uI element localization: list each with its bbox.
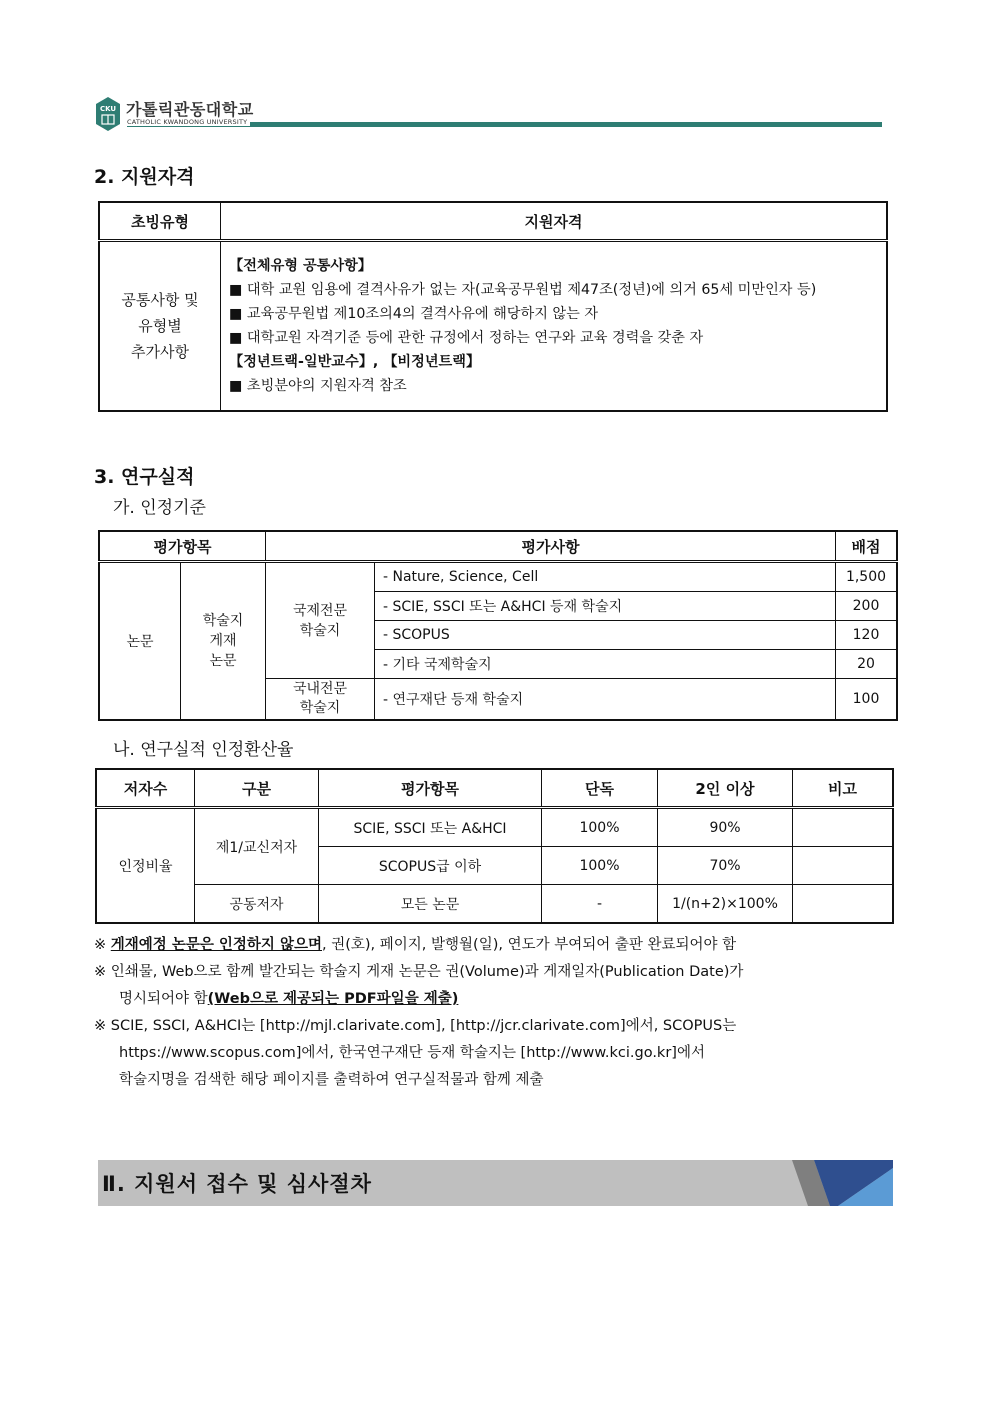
subcategory-line: 게재: [209, 633, 237, 649]
rate-header-authors: 저자수: [96, 769, 195, 808]
criteria-item: - 연구재단 등재 학술지: [375, 679, 836, 721]
section-3-title: 3. 연구실적: [94, 466, 195, 488]
note-3-line-1: ※ SCIE, SSCI, A&HCI는 [http://mjl.clarivate.com], [http://jcr.clarivate.com]에서, SCOPUS는: [94, 1018, 737, 1034]
criteria-domestic: [266, 679, 375, 721]
criteria-header-score: 배점: [836, 531, 898, 562]
row-label-line: 추가사항: [131, 343, 189, 361]
note-2-line-1: ※ 인쇄물, Web으로 함께 발간되는 학술지 게재 논문은 권(Volume)과 게재일자(Publication Date)가: [94, 964, 744, 980]
logo-korean-name: 가톨릭관동대학교: [126, 100, 254, 119]
rate-solo: 100%: [542, 808, 658, 847]
note-3-line-2: https://www.scopus.com]에서, 한국연구재단 등재 학술지는 [http://www.kci.go.kr]에서: [119, 1045, 705, 1061]
rate-note: [793, 885, 894, 924]
rate-header-item: 평가항목: [319, 769, 542, 808]
criteria-header-item: 평가항목: [99, 531, 266, 562]
domestic-line: 국내전문: [292, 681, 348, 697]
rate-note: [793, 808, 894, 847]
rate-note: [793, 847, 894, 885]
rate-item: 모든 논문: [319, 885, 542, 924]
rate-multi: 1/(n+2)×100%: [658, 885, 793, 924]
subsection-a-title: 가. 인정기준: [113, 498, 206, 518]
eligibility-heading: 【정년트랙-일반교수】, 【비정년트랙】: [229, 354, 481, 370]
criteria-score: 20: [836, 650, 898, 679]
subcategory-line: 학술지: [202, 613, 244, 629]
eligibility-item: ■ 대학 교원 임용에 결격사유가 없는 자(교육공무원법 제47조(정년)에 의거 65세 미만인자 등): [229, 282, 817, 298]
criteria-subcategory: [181, 562, 266, 721]
note-2-line-2: [94, 986, 894, 1013]
row-label-line: 공통사항 및: [121, 291, 199, 309]
eligibility-item: ■ 대학교원 자격기준 등에 관한 규정에서 정하는 연구와 교육 경력을 갖춘 자: [229, 330, 704, 346]
eligibility-item: ■ 초빙분야의 지원자격 참조: [229, 378, 407, 394]
eligibility-table: [98, 201, 888, 412]
eligibility-row-label: [99, 241, 221, 412]
eligibility-heading: 【전체유형 공통사항】: [229, 258, 372, 274]
row-label-line: 유형별: [138, 317, 182, 335]
note-1-emphasis: 게재예정 논문은 인정하지 않으며: [110, 937, 323, 953]
criteria-item: - SCOPUS: [375, 621, 836, 650]
conversion-rate-table: [95, 768, 894, 924]
criteria-item: - SCIE, SSCI 또는 A&HCI 등재 학술지: [375, 592, 836, 621]
rate-header-solo: 단독: [542, 769, 658, 808]
rate-multi: 90%: [658, 808, 793, 847]
eligibility-details: [221, 241, 888, 412]
rate-header-note: 비고: [793, 769, 894, 808]
note-mark: ※: [94, 937, 111, 953]
international-line: 학술지: [299, 622, 341, 639]
eligibility-item: ■ 교육공무원법 제10조의4의 결격사유에 해당하지 않는 자: [229, 306, 599, 322]
banner-decoration-icon: [792, 1160, 893, 1206]
note-2-text: 명시되어야 함: [119, 991, 208, 1007]
section-2-title: 2. 지원자격: [94, 166, 195, 188]
rate-header-type: 구분: [195, 769, 319, 808]
criteria-item: - 기타 국제학술지: [375, 650, 836, 679]
rate-co-author: 공동저자: [195, 885, 319, 924]
research-criteria-table: [98, 530, 898, 721]
criteria-score: 100: [836, 679, 898, 721]
criteria-score: 200: [836, 592, 898, 621]
rate-ratio-label: 인정비율: [96, 808, 195, 924]
rate-item: SCIE, SSCI 또는 A&HCI: [319, 808, 542, 847]
criteria-header-details: 평가사항: [266, 531, 836, 562]
logo-english-name: CATHOLIC KWANDONG UNIVERSITY: [127, 118, 248, 126]
note-1: [94, 932, 894, 959]
note-1-text: , 권(호), 페이지, 발행월(일), 연도가 부여되어 출판 완료되어야 함: [322, 937, 737, 953]
criteria-score: 1,500: [836, 562, 898, 592]
international-line: 국제전문: [292, 602, 348, 619]
eligibility-col-type: 초빙유형: [99, 202, 221, 241]
header-divider-thin: [127, 126, 882, 127]
rate-item: SCOPUS급 이하: [319, 847, 542, 885]
domestic-line: 학술지: [299, 700, 341, 716]
criteria-score: 120: [836, 621, 898, 650]
note-2-emphasis: (Web으로 제공되는 PDF파일을 제출): [207, 991, 459, 1007]
criteria-item: - Nature, Science, Cell: [375, 562, 836, 592]
subcategory-line: 논문: [209, 653, 237, 669]
rate-solo: 100%: [542, 847, 658, 885]
rate-multi: 70%: [658, 847, 793, 885]
rate-solo: -: [542, 885, 658, 924]
eligibility-col-qualification: 지원자격: [221, 202, 888, 241]
logo-badge-text: CKU: [99, 105, 117, 113]
subsection-b-title: 나. 연구실적 인정환산율: [113, 740, 294, 760]
note-3-line-3: 학술지명을 검색한 해당 페이지를 출력하여 연구실적물과 함께 제출: [119, 1072, 544, 1088]
notes-block: [94, 932, 894, 1094]
rate-first-author: 제1/교신저자: [195, 808, 319, 885]
section-ii-title: Ⅱ. 지원서 접수 및 심사절차: [102, 1172, 372, 1196]
criteria-international: [266, 562, 375, 679]
rate-header-multi: 2인 이상: [658, 769, 793, 808]
university-logo-icon: [95, 96, 121, 132]
criteria-category: 논문: [99, 562, 181, 721]
